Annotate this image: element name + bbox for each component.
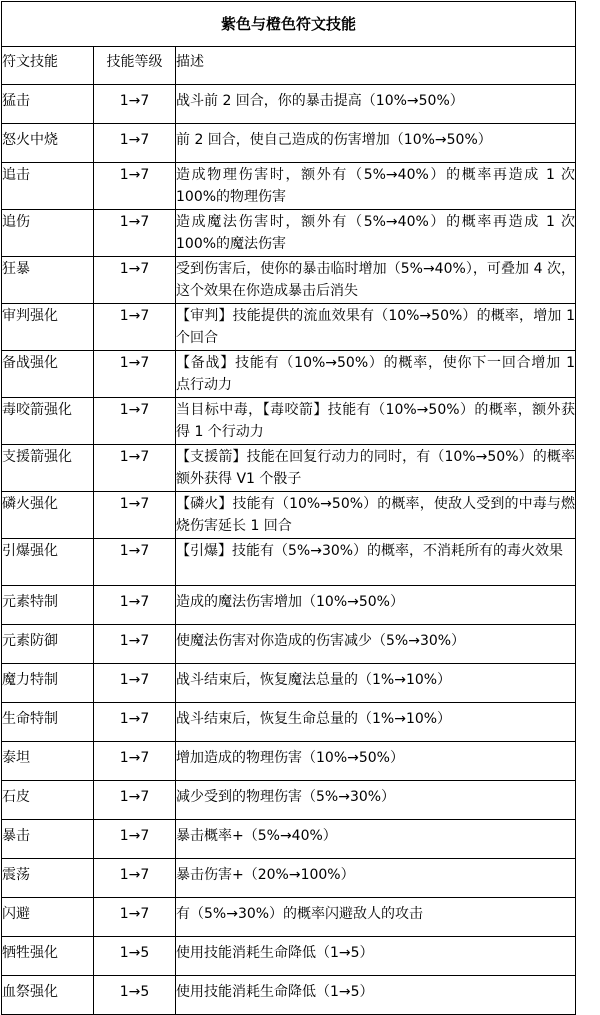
skill-description: 使用技能消耗生命降低（1→5） bbox=[176, 976, 576, 1015]
skill-description: 战斗前 2 回合，你的暴击提高（10%→50%） bbox=[176, 85, 576, 124]
table-row bbox=[2, 820, 576, 859]
table-row bbox=[2, 586, 576, 625]
table-row bbox=[2, 124, 576, 163]
skill-level: 1→5 bbox=[94, 976, 176, 1015]
skill-level: 1→7 bbox=[94, 445, 176, 492]
skill-name: 狂暴 bbox=[2, 257, 94, 304]
skill-description: 受到伤害后，使你的暴击临时增加（5%→40%），可叠加 4 次，这个效果在你造成暴击后消失 bbox=[176, 257, 576, 304]
skill-name: 追伤 bbox=[2, 210, 94, 257]
skill-name: 暴击 bbox=[2, 820, 94, 859]
skill-name: 泰坦 bbox=[2, 742, 94, 781]
table-row bbox=[2, 492, 576, 539]
rune-skills-table bbox=[1, 1, 576, 1015]
skill-description: 造成魔法伤害时，额外有（5%→40%）的概率再造成 1 次 100%的魔法伤害 bbox=[176, 210, 576, 257]
table-row bbox=[2, 976, 576, 1015]
skill-level: 1→7 bbox=[94, 351, 176, 398]
table-row bbox=[2, 163, 576, 210]
table-row bbox=[2, 664, 576, 703]
skill-description: 使魔法伤害对你造成的伤害减少（5%→30%） bbox=[176, 625, 576, 664]
table-row bbox=[2, 398, 576, 445]
skill-level: 1→7 bbox=[94, 85, 176, 124]
skill-level: 1→7 bbox=[94, 742, 176, 781]
skill-name: 备战强化 bbox=[2, 351, 94, 398]
skill-description: 造成的魔法伤害增加（10%→50%） bbox=[176, 586, 576, 625]
skill-name: 元素防御 bbox=[2, 625, 94, 664]
skill-description: 有（5%→30%）的概率闪避敌人的攻击 bbox=[176, 898, 576, 937]
header-row bbox=[2, 47, 576, 85]
skill-level: 1→5 bbox=[94, 937, 176, 976]
skill-level: 1→7 bbox=[94, 124, 176, 163]
skill-name: 元素特制 bbox=[2, 586, 94, 625]
skill-level: 1→7 bbox=[94, 664, 176, 703]
table-row bbox=[2, 937, 576, 976]
skill-level: 1→7 bbox=[94, 625, 176, 664]
skill-description: 前 2 回合，使自己造成的伤害增加（10%→50%） bbox=[176, 124, 576, 163]
skill-level: 1→7 bbox=[94, 859, 176, 898]
skill-name: 引爆强化 bbox=[2, 539, 94, 586]
skill-description: 当目标中毒，【毒咬箭】技能有（10%→50%）的概率，额外获得 1 个行动力 bbox=[176, 398, 576, 445]
table-row bbox=[2, 351, 576, 398]
skill-level: 1→7 bbox=[94, 257, 176, 304]
table-row bbox=[2, 304, 576, 351]
skill-name: 牺牲强化 bbox=[2, 937, 94, 976]
skill-name: 震荡 bbox=[2, 859, 94, 898]
skill-name: 毒咬箭强化 bbox=[2, 398, 94, 445]
skill-description: 【备战】技能有（10%→50%）的概率，使你下一回合增加 1 点行动力 bbox=[176, 351, 576, 398]
skill-name: 生命特制 bbox=[2, 703, 94, 742]
table-row bbox=[2, 445, 576, 492]
skill-name: 追击 bbox=[2, 163, 94, 210]
skill-level: 1→7 bbox=[94, 539, 176, 586]
skill-description: 【审判】技能提供的流血效果有（10%→50%）的概率，增加 1 个回合 bbox=[176, 304, 576, 351]
table-row bbox=[2, 898, 576, 937]
skill-description: 暴击伤害+（20%→100%） bbox=[176, 859, 576, 898]
skill-description: 增加造成的物理伤害（10%→50%） bbox=[176, 742, 576, 781]
table-row bbox=[2, 703, 576, 742]
header-description: 描述 bbox=[176, 47, 576, 85]
table-row bbox=[2, 539, 576, 586]
skill-level: 1→7 bbox=[94, 820, 176, 859]
skill-name: 怒火中烧 bbox=[2, 124, 94, 163]
table-title: 紫色与橙色符文技能 bbox=[2, 2, 576, 47]
skill-description: 【磷火】技能有（10%→50%）的概率，使敌人受到的中毒与燃烧伤害延长 1 回合 bbox=[176, 492, 576, 539]
skill-level: 1→7 bbox=[94, 492, 176, 539]
skill-level: 1→7 bbox=[94, 781, 176, 820]
header-level: 技能等级 bbox=[94, 47, 176, 85]
skill-name: 审判强化 bbox=[2, 304, 94, 351]
skill-name: 猛击 bbox=[2, 85, 94, 124]
table-row bbox=[2, 781, 576, 820]
skill-level: 1→7 bbox=[94, 586, 176, 625]
skill-description: 使用技能消耗生命降低（1→5） bbox=[176, 937, 576, 976]
skill-level: 1→7 bbox=[94, 703, 176, 742]
table-row bbox=[2, 742, 576, 781]
skill-description: 【引爆】技能有（5%→30%）的概率，不消耗所有的毒火效果 bbox=[176, 539, 576, 586]
skill-name: 石皮 bbox=[2, 781, 94, 820]
table-row bbox=[2, 210, 576, 257]
skill-name: 闪避 bbox=[2, 898, 94, 937]
skill-level: 1→7 bbox=[94, 898, 176, 937]
table-row bbox=[2, 625, 576, 664]
skill-level: 1→7 bbox=[94, 398, 176, 445]
skill-description: 暴击概率+（5%→40%） bbox=[176, 820, 576, 859]
skill-description: 战斗结束后，恢复魔法总量的（1%→10%） bbox=[176, 664, 576, 703]
skill-description: 【支援箭】技能在回复行动力的同时，有（10%→50%）的概率额外获得 V1 个骰子 bbox=[176, 445, 576, 492]
table-row bbox=[2, 859, 576, 898]
table-row bbox=[2, 85, 576, 124]
skill-level: 1→7 bbox=[94, 163, 176, 210]
skill-level: 1→7 bbox=[94, 210, 176, 257]
table-row bbox=[2, 257, 576, 304]
skill-name: 支援箭强化 bbox=[2, 445, 94, 492]
skill-description: 战斗结束后，恢复生命总量的（1%→10%） bbox=[176, 703, 576, 742]
skill-description: 减少受到的物理伤害（5%→30%） bbox=[176, 781, 576, 820]
skill-name: 魔力特制 bbox=[2, 664, 94, 703]
skill-name: 磷火强化 bbox=[2, 492, 94, 539]
skill-level: 1→7 bbox=[94, 304, 176, 351]
skill-description: 造成物理伤害时，额外有（5%→40%）的概率再造成 1 次 100%的物理伤害 bbox=[176, 163, 576, 210]
header-skill: 符文技能 bbox=[2, 47, 94, 85]
skill-name: 血祭强化 bbox=[2, 976, 94, 1015]
